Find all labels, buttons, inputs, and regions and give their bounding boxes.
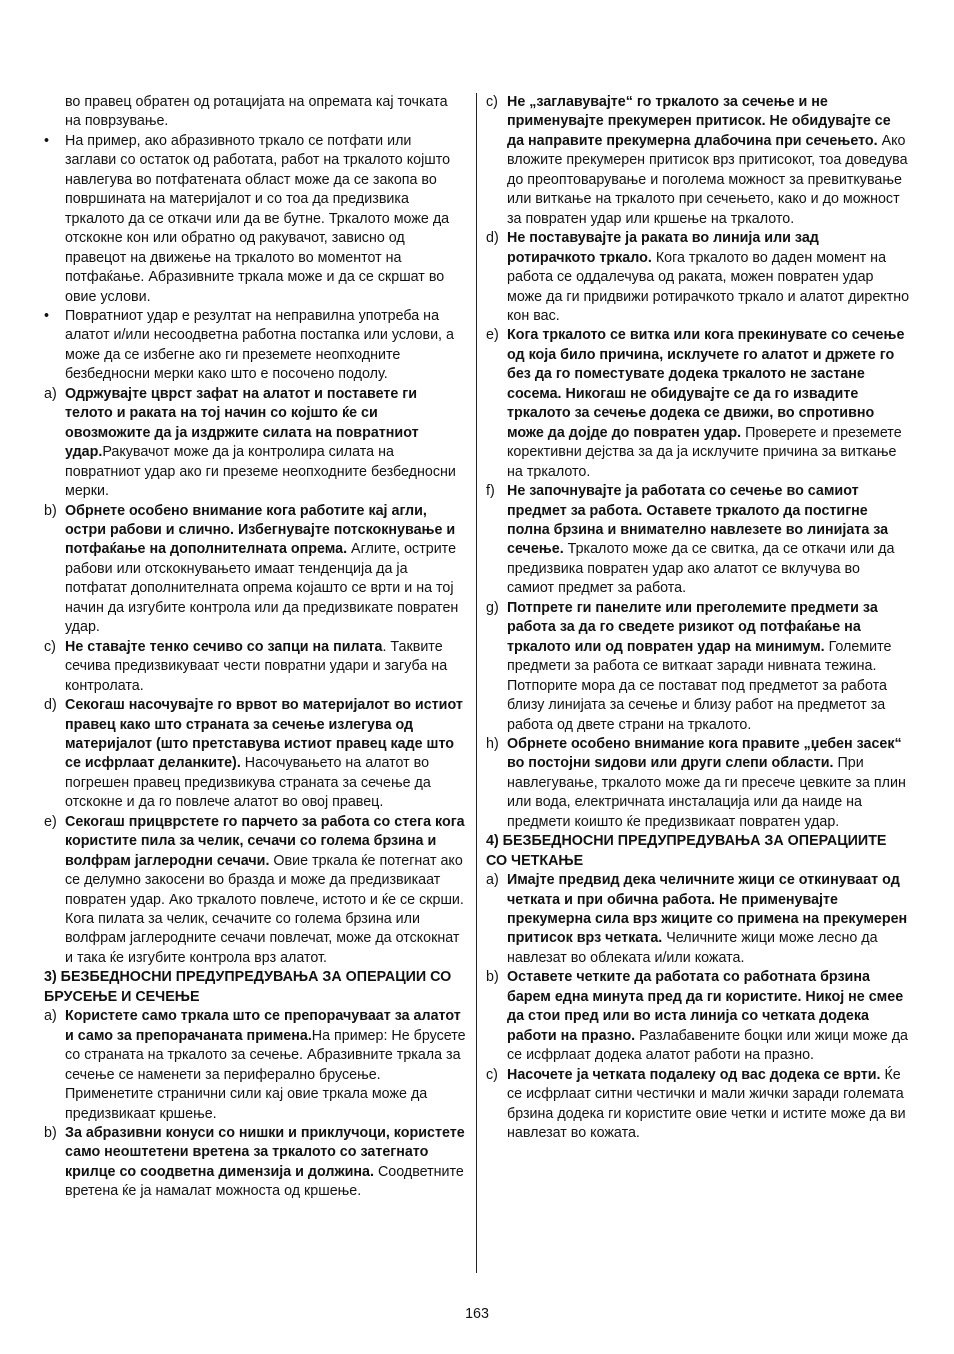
item-label: c)	[44, 638, 56, 655]
list-item-c	[44, 638, 466, 696]
item-bold: Не поставувајте ја раката во линија или зад ротирачкото тркало.	[507, 230, 819, 266]
list-item-d	[44, 696, 466, 813]
bullet-icon: •	[44, 132, 50, 149]
item-bold: Секогаш прицврстете го парчето за работа со стега кога користите пила за челик, сечачи со голема брзина и волфрам јаглеродни сечачи.	[65, 813, 465, 869]
section-heading-4: 4) БЕЗБЕДНОСНИ ПРЕДУПРЕДУВАЊА ЗА ОПЕРАЦИИТЕ СО ЧЕТКАЊЕ	[486, 833, 887, 869]
item-label: h)	[486, 735, 499, 752]
bullet-item	[44, 132, 466, 307]
item-text: Кога тркалото во даден момент на работа се оддалечува од раката, можен повратен удар може да ги придвижи ротирачкото тркало и алатот директно кон вас.	[507, 249, 910, 324]
item-text: Аглите, острите рабови или отскокнувањето имаат тенденција да ја потфатат дополнителната опрема којашто се врти и на тој начин да изгубите контрола или да предизвикате повратен удар.	[65, 541, 459, 636]
right-column	[486, 93, 910, 1143]
column-divider	[476, 93, 477, 1273]
item-label: d)	[44, 697, 57, 714]
item-text: Ракувачот може да ја контролира силата на повратниот удар ако ги преземе неопходните безбедносни мерки.	[65, 444, 456, 500]
item-bold: Кога тркалото се витка или кога прекинувате со сечење од која било причина, исклучете го алатот и држете го без да го поместувате додека тркалото не застане сосема. Никогаш не обидувајте се да го извадите тркалото за сечење додека се движи, во спротивно може да дојде до повратен удар.	[507, 327, 905, 441]
item-text: Проверете и преземете корективни дејства за да ја исклучите причина за виткање на тркалото.	[507, 424, 902, 480]
list-item-h	[486, 735, 910, 832]
item-text: . Таквите сечива предизвикуваат чести повратни удари и загуба на контролата.	[65, 638, 448, 694]
item-label: b)	[44, 1125, 57, 1142]
list-item-e	[44, 813, 466, 969]
item-label: d)	[486, 230, 499, 247]
item-bold: Не ставајте тенко сечиво со запци на пилата	[65, 638, 383, 655]
item-text: Насочувањето на алатот во погрешен правец предизвикува страната за сечење да отскокне и да го повлече алатот во овој правец.	[65, 755, 431, 811]
item-text: На пример: Не брусете со страната на тркалото за сечење. Абразивните тркала за сечење се наменети за периферално брусење. Применетите странични сили кај овие тркала може да предизвикаат кршење.	[65, 1027, 466, 1122]
list-item-b	[44, 502, 466, 638]
item-text: Разлабавените боцки или жици може да се исфрлаат додека алатот работи на празно.	[507, 1027, 908, 1064]
bullet-text: На пример, ако абразивното тркало се потфати или заглави со остаток од работата, работ на тркалото којшто навлегува во потфатената област може да се закопа во површината на материјалот и со тоа да предизвика тркалото да се откачи или да ве бутне. Тркалото може да отскокне кон или обратно од ракувачот, зависно од правецот на движење на тркалото во моментот на потфаќање. Абразивните тркала може и да се скршат во овие услови.	[65, 132, 451, 305]
item-bold: Обрнете особено внимание кога работите кај агли, остри рабови и слично. Избегнувајте потскокнување и потфаќање на дополнителната опрема.	[65, 502, 456, 558]
bullet-item	[44, 307, 466, 385]
left-column	[44, 93, 466, 1202]
item-text: Ќе се исфрлаат ситни честички и мали жички заради големата брзина додека ги користите овие четки и истите може да ви навлезат во кожата.	[507, 1066, 906, 1142]
item-label: b)	[486, 969, 499, 986]
item-label: f)	[486, 483, 495, 500]
item-bold: Не „заглавувајте“ го тркалото за сечење и не применувајте прекумерен притисок. Не обидувајте се да направите прекумерна длабочина при сечењето.	[507, 94, 891, 149]
list-item-a	[486, 871, 910, 968]
item-bold: Имајте предвид дека челичните жици се откинуваат од четката и при обична работа. Не применувајте прекумерна сила врз жиците со примена на прекумерен притисок врз четката.	[507, 872, 908, 947]
list-item-c	[486, 1066, 910, 1144]
item-bold: Секогаш насочувајте го врвот во материјалот во истиот правец како што страната за сечење излегува од материјалот (што претставува истиот правец каде што се исфрлаат деланките).	[65, 697, 463, 772]
item-text: Ако вложите прекумерен притисок врз притисокот, тоа доведува до преоптоварување и поголема можност за превиткување или виткање на тркалото при сечењето, како и до можност за повратен удар или кршење на тркалото.	[507, 132, 908, 227]
item-bold: Потпрете ги панелите или преголемите предмети за работа за да го сведете ризикот од потфаќање на тркалото или од повратен удар на минимум.	[507, 599, 878, 655]
page-number: 163	[465, 1306, 489, 1322]
bullet-icon: •	[44, 307, 50, 324]
item-label: a)	[486, 872, 499, 889]
item-text: При навлегување, тркалото може да ги пресече цевките за плин или вода, електричната инсталација или да наиде на предмети коишто ќе предизвикаат повратен удар.	[507, 755, 906, 830]
item-text: Соодветните вретена ќе ја намалат можноста од кршење.	[65, 1163, 464, 1200]
item-text: Големите предмети за работа се виткаат заради нивната тежина. Потпорите мора да се постават под предметот за работа близу линијата за сечење и близу работ на предметот за работа од двете страни на тркалото.	[507, 638, 892, 733]
item-bold: Не започнувајте ја работата со сечење во самиот предмет за работа. Оставете тркалото да постигне полна брзина и внимателно навлезете во линијата за сечење.	[507, 483, 889, 558]
item-label: b)	[44, 502, 57, 519]
item-bold: Одржувајте цврст зафат на алатот и поставете ги телото и раката на тој начин со којшто ќе си овозможите да ја издржите силата на повратниот удар.	[65, 385, 419, 461]
list-item-a	[44, 1007, 466, 1124]
list-item-f	[486, 482, 910, 599]
list-item-d	[486, 229, 910, 326]
list-item-b	[486, 968, 910, 1065]
item-text: Овие тркала ќе потегнат ако се делумно закосени во бразда и може да предизвикаат повратен удар. Ако тркалото повлече, истото и ќе се скрши. Кога пилата за челик, сечачите со голема брзина или волфрам јаглеродните сечачи повлечат, може да отскокнат и така ќе изгубите контрола врз алатот.	[65, 852, 464, 966]
item-bold: Насочете ја четката подалеку од вас додека се врти.	[507, 1066, 881, 1083]
item-text: Челичните жици може лесно да навлезат во облеката и/или кожата.	[507, 930, 878, 966]
item-label: c)	[486, 94, 498, 110]
item-text: Тркалото може да се свитка, да се откачи или да предизвика повратен удар ако алатот се вклучува во самиот предмет за работа.	[507, 541, 895, 597]
item-label: a)	[44, 1008, 57, 1025]
list-item-g	[486, 599, 910, 735]
list-item-e	[486, 326, 910, 482]
bullet-text: Повратниот удар е резултат на неправилна употреба на алатот и/или несоодветна работна постапка или услови, а може да се избегне ако ги преземете неопходните безбедносни мерки како што е посочено подолу.	[65, 307, 454, 383]
item-bold: За абразивни конуси со нишки и приклучоци, користете само неоштетени вретена за тркалото со затегнато крилце со соодветна димензија и должина.	[65, 1125, 465, 1180]
item-bold: Користете само тркала што се препорачуваат за алатот и само за препорачаната примена.	[65, 1008, 461, 1044]
list-item-b	[44, 1124, 466, 1202]
intro-paragraph: во правец обратен од ротацијата на опремата кај точката на поврзување.	[65, 94, 448, 130]
item-label: g)	[486, 599, 499, 616]
item-label: c)	[486, 1066, 498, 1083]
item-label: a)	[44, 385, 57, 402]
item-bold: Оставете четките да работата со работната брзина барем една минута пред да ги користите. Никој не смее да стои пред или во иста линија со четката додека работи на празно.	[507, 969, 904, 1044]
item-label: e)	[44, 813, 57, 830]
item-bold: Обрнете особено внимание кога правите „џебен засек“ во постојни ѕидови или други слепи области.	[507, 735, 902, 772]
item-label: e)	[486, 327, 499, 344]
section-heading-3: 3) БЕЗБЕДНОСНИ ПРЕДУПРЕДУВАЊА ЗА ОПЕРАЦИИ СО БРУСЕЊЕ И СЕЧЕЊЕ	[44, 969, 452, 1005]
list-item-a	[44, 385, 466, 502]
list-item-c	[486, 93, 910, 229]
